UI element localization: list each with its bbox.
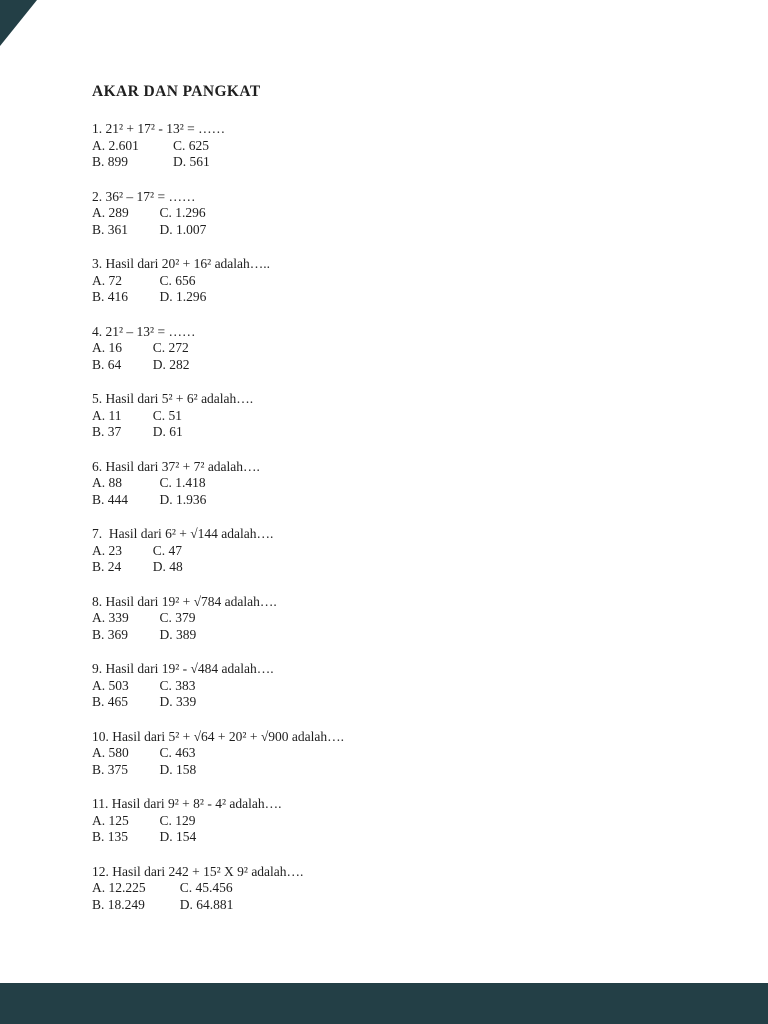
option-b: [92, 492, 160, 509]
option-value: 375: [107, 761, 129, 777]
option-label: C.: [159, 205, 172, 220]
option-d: [153, 357, 190, 374]
problem-question: 11. Hasil dari 9² + 8² - 4² adalah….: [92, 796, 282, 811]
option-row: [92, 340, 728, 357]
option-row: [92, 829, 728, 846]
problem-block: [92, 189, 728, 239]
option-d: [160, 222, 207, 239]
option-label: C.: [179, 880, 193, 895]
problem-block: [92, 256, 728, 306]
option-row: [92, 222, 728, 239]
option-value: 1.296: [176, 289, 207, 304]
option-label: A.: [92, 407, 106, 423]
option-value: 1.007: [176, 221, 207, 237]
option-label: A.: [92, 137, 106, 153]
option-row: [92, 610, 728, 627]
option-row: [92, 273, 728, 290]
option-value: 503: [108, 677, 129, 693]
option-a: [92, 813, 160, 830]
option-value: 416: [107, 289, 129, 304]
option-label: A.: [92, 475, 106, 490]
problem-block: [92, 526, 728, 576]
option-label: D.: [159, 289, 173, 304]
option-value: 361: [107, 221, 129, 237]
option-row: [92, 813, 728, 830]
option-value: 383: [175, 677, 196, 693]
option-label: B.: [92, 424, 105, 439]
option-label: C.: [152, 407, 166, 423]
problem-question: 1. 21² + 17² - 13² = ……: [92, 121, 226, 136]
problem-block: [92, 864, 728, 914]
option-value: 64.881: [196, 896, 234, 912]
option-c: [160, 813, 196, 830]
problem-question: 10. Hasil dari 5² + √64 + 20² + √900 adalah….: [92, 728, 344, 744]
option-row: [92, 205, 728, 222]
option-value: 51: [168, 407, 183, 423]
option-label: B.: [92, 289, 105, 304]
problem-block: [92, 391, 728, 441]
option-label: C.: [152, 542, 166, 558]
option-value: 61: [169, 424, 183, 439]
option-label: D.: [159, 761, 173, 777]
option-value: 129: [175, 812, 196, 828]
option-a: [92, 340, 153, 357]
option-b: [92, 222, 160, 239]
option-row: [92, 492, 728, 509]
option-value: 899: [107, 154, 129, 169]
option-value: 16: [108, 340, 122, 355]
option-row: [92, 880, 728, 897]
option-a: [92, 610, 160, 627]
problem-block: [92, 121, 728, 171]
option-b: [92, 424, 153, 441]
option-c: [153, 408, 182, 425]
problem-question: 12. Hasil dari 242 + 15² X 9² adalah….: [92, 863, 304, 879]
option-value: 580: [108, 745, 129, 760]
option-row: [92, 762, 728, 779]
option-label: D.: [159, 221, 173, 237]
option-value: 135: [107, 829, 129, 844]
option-label: C.: [173, 137, 186, 153]
option-d: [180, 897, 234, 914]
option-label: D.: [159, 626, 173, 642]
option-label: C.: [159, 272, 172, 288]
option-b: [92, 627, 160, 644]
option-a: [92, 205, 160, 222]
viewer-background-bottom-bar: [0, 983, 768, 1024]
option-value: 45.456: [195, 880, 233, 895]
problem-list: [92, 121, 728, 913]
option-value: 656: [175, 272, 196, 288]
problem-question: 6. Hasil dari 37² + 7² adalah….: [92, 458, 260, 474]
option-d: [160, 627, 197, 644]
option-value: 389: [176, 626, 197, 642]
problem-block: [92, 459, 728, 509]
option-label: C.: [159, 745, 172, 760]
problem-block: [92, 324, 728, 374]
option-label: A.: [92, 880, 106, 895]
option-label: A.: [92, 677, 106, 693]
option-a: [92, 745, 160, 762]
option-label: C.: [159, 677, 172, 693]
option-value: 11: [108, 407, 122, 423]
option-d: [160, 694, 197, 711]
option-label: B.: [92, 626, 105, 642]
option-label: B.: [92, 761, 105, 777]
option-b: [92, 154, 173, 171]
option-label: C.: [159, 475, 172, 490]
option-value: 444: [107, 491, 129, 507]
option-value: 1.936: [176, 491, 207, 507]
option-label: B.: [92, 221, 105, 237]
option-b: [92, 289, 160, 306]
option-value: 1.296: [175, 205, 206, 220]
option-c: [160, 273, 196, 290]
option-label: B.: [92, 559, 105, 574]
option-a: [92, 408, 153, 425]
option-value: 282: [169, 356, 190, 372]
option-row: [92, 357, 728, 374]
option-c: [160, 205, 206, 222]
option-c: [160, 610, 196, 627]
option-d: [160, 829, 197, 846]
option-value: 48: [169, 559, 183, 574]
option-value: 125: [108, 812, 129, 828]
option-value: 561: [189, 154, 210, 169]
option-value: 2.601: [108, 137, 139, 153]
option-b: [92, 357, 153, 374]
problem-question: 7. Hasil dari 6² + √144 adalah….: [92, 526, 274, 541]
problem-question: 9. Hasil dari 19² - √484 adalah….: [92, 661, 274, 676]
option-a: [92, 543, 153, 560]
option-label: D.: [152, 356, 166, 372]
option-label: C.: [152, 340, 166, 355]
option-row: [92, 424, 728, 441]
option-b: [92, 829, 160, 846]
option-row: [92, 475, 728, 492]
problem-question: 2. 36² – 17² = ……: [92, 188, 196, 204]
option-row: [92, 138, 728, 155]
option-value: 339: [176, 694, 197, 709]
option-d: [153, 559, 183, 576]
option-row: [92, 627, 728, 644]
option-d: [160, 492, 207, 509]
option-a: [92, 880, 180, 897]
option-label: A.: [92, 610, 106, 625]
option-value: 158: [176, 761, 197, 777]
option-value: 272: [168, 340, 189, 355]
option-value: 154: [176, 829, 197, 844]
option-label: B.: [92, 356, 105, 372]
option-value: 37: [107, 424, 122, 439]
option-row: [92, 289, 728, 306]
problem-question: 4. 21² – 13² = ……: [92, 323, 196, 339]
option-value: 72: [108, 272, 122, 288]
option-value: 625: [188, 137, 210, 153]
option-row: [92, 694, 728, 711]
option-value: 465: [107, 694, 129, 709]
option-label: B.: [92, 896, 105, 912]
option-label: A.: [92, 272, 106, 288]
option-row: [92, 408, 728, 425]
option-c: [160, 475, 206, 492]
worksheet-title: AKAR DAN PANGKAT: [92, 83, 261, 100]
option-value: 88: [108, 475, 122, 490]
option-row: [92, 897, 728, 914]
option-value: 463: [175, 745, 196, 760]
option-a: [92, 678, 160, 695]
option-value: 289: [108, 205, 129, 220]
option-d: [160, 762, 197, 779]
problem-question: 3. Hasil dari 20² + 16² adalah…..: [92, 256, 271, 271]
option-value: 339: [108, 610, 129, 625]
option-row: [92, 543, 728, 560]
option-b: [92, 897, 180, 914]
option-label: D.: [152, 424, 166, 439]
problem-block: [92, 661, 728, 711]
option-label: B.: [92, 694, 105, 709]
problem-block: [92, 796, 728, 846]
option-value: 369: [107, 626, 129, 642]
option-b: [92, 559, 153, 576]
option-value: 1.418: [175, 475, 206, 490]
problem-block: [92, 729, 728, 779]
option-value: 12.225: [108, 880, 146, 895]
option-label: A.: [92, 745, 106, 760]
option-value: 379: [175, 610, 196, 625]
option-row: [92, 745, 728, 762]
option-a: [92, 475, 160, 492]
option-label: C.: [159, 610, 172, 625]
option-label: D.: [159, 491, 173, 507]
option-row: [92, 559, 728, 576]
option-d: [173, 154, 210, 171]
option-value: 64: [107, 356, 122, 372]
option-c: [153, 543, 182, 560]
problem-block: [92, 594, 728, 644]
option-label: D.: [152, 559, 166, 574]
option-c: [160, 745, 196, 762]
problem-question: 5. Hasil dari 5² + 6² adalah….: [92, 391, 254, 406]
option-a: [92, 273, 160, 290]
option-d: [153, 424, 183, 441]
option-c: [160, 678, 196, 695]
option-row: [92, 678, 728, 695]
option-label: A.: [92, 340, 106, 355]
option-label: A.: [92, 205, 106, 220]
option-value: 23: [108, 542, 122, 558]
option-value: 47: [168, 542, 183, 558]
option-b: [92, 694, 160, 711]
option-c: [180, 880, 233, 897]
option-label: C.: [159, 812, 172, 828]
option-label: D.: [159, 694, 173, 709]
option-label: D.: [159, 829, 173, 844]
option-label: B.: [92, 491, 105, 507]
option-label: B.: [92, 829, 105, 844]
option-a: [92, 138, 173, 155]
option-label: B.: [92, 154, 105, 169]
option-label: D.: [173, 154, 187, 169]
option-label: A.: [92, 812, 106, 828]
option-row: [92, 154, 728, 171]
option-label: A.: [92, 542, 106, 558]
option-b: [92, 762, 160, 779]
option-value: 18.249: [107, 896, 145, 912]
problem-question: 8. Hasil dari 19² + √784 adalah….: [92, 593, 277, 609]
option-d: [160, 289, 207, 306]
option-c: [173, 138, 209, 155]
option-label: D.: [179, 896, 193, 912]
option-value: 24: [107, 559, 122, 574]
option-c: [153, 340, 189, 357]
